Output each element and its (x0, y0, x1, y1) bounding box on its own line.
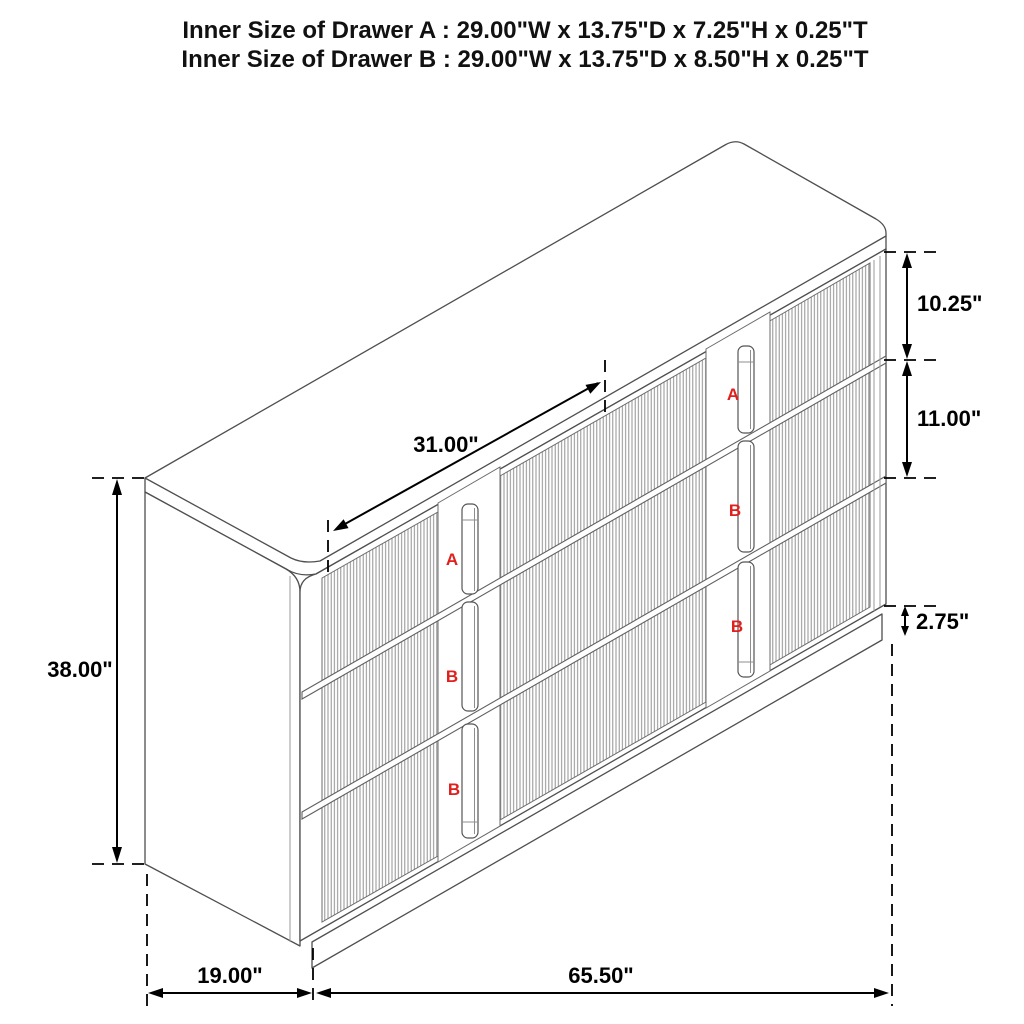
label-overall-depth: 19.00" (197, 963, 263, 988)
fluted-panel-right (768, 263, 870, 666)
cabinet-drawing (145, 142, 886, 968)
handle-right-segment-b1 (738, 441, 754, 552)
handle-right-segment-a (738, 346, 754, 433)
drawer-handle-left (462, 504, 478, 838)
cabinet-left-side-panel (145, 492, 300, 946)
drawer-label-left-b1: B (445, 667, 459, 686)
label-overall-height: 38.00" (47, 657, 113, 682)
handle-left-segment-b1 (462, 602, 478, 711)
drawer-label-left-b2: B (447, 780, 461, 799)
dimension-drawer-b-height (902, 361, 981, 477)
dimension-overall-height (47, 479, 122, 863)
fluted-panel-left (322, 512, 438, 922)
drawer-label-right-b1: B (728, 501, 742, 520)
diagram-title (13, 16, 1024, 74)
label-drawer-a-height: 10.25" (917, 291, 983, 316)
dimension-overall-depth (148, 963, 312, 998)
label-base-height: 2.75" (916, 609, 970, 634)
handle-left-segment-b2 (462, 724, 478, 838)
label-overall-width: 65.50" (568, 963, 634, 988)
handle-left-segment-a (462, 504, 478, 594)
dimension-overall-width (316, 963, 889, 998)
dimension-base-height (901, 606, 969, 636)
title-line-drawer-a: Inner Size of Drawer A : 29.00"W x 13.75"D x 7.25"H x 0.25"T (182, 17, 868, 44)
drawer-label-right-a: A (726, 385, 740, 404)
title-line-drawer-b: Inner Size of Drawer B : 29.00"W x 13.75"D x 8.50"H x 0.25"T (181, 46, 869, 73)
drawer-label-right-b2: B (730, 617, 744, 636)
label-top-length: 31.00" (413, 432, 479, 457)
dimension-drawer-a-height (902, 253, 982, 359)
label-drawer-b-height: 11.00" (917, 406, 982, 431)
drawer-label-left-a: A (445, 550, 459, 569)
